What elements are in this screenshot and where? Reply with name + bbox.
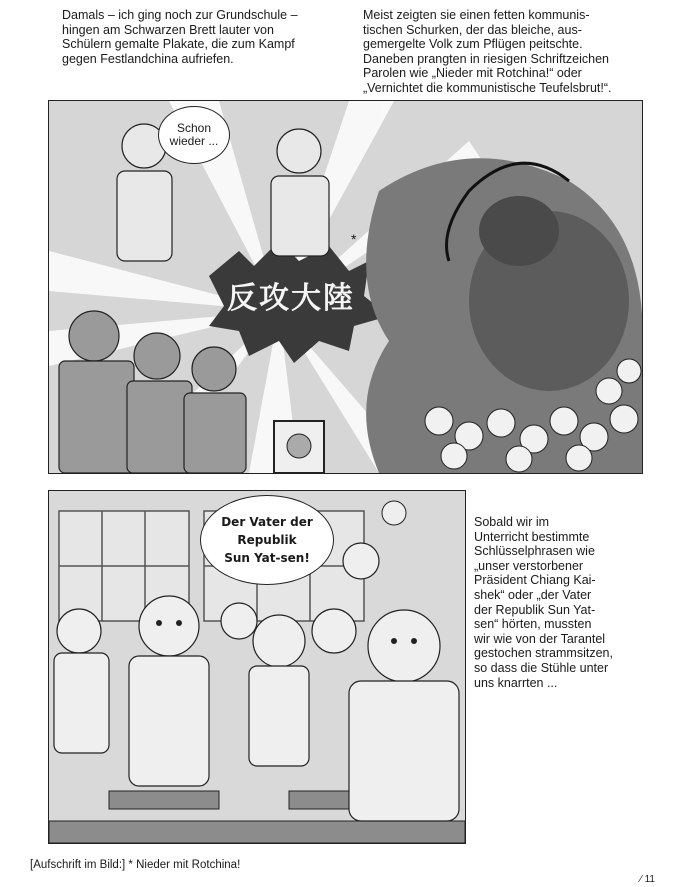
speech-bubble-vater-der-republik: Der Vater der Republik Sun Yat-sen! [200, 495, 334, 585]
caption-side: Sobald wir im Unterricht bestimmte Schlüsselphrasen wie „unser verstorbener Präsident Chiang Kai- shek“ oder „der Vater der Republik Sun Yat- sen“ hörten, mussten wir wie von der Tarantel gestochen strammsitzen, so dass die Stühle unter uns knarrten ... [474, 515, 613, 690]
footnote: [Aufschrift im Bild:] * Nieder mit Rotchina! [30, 859, 241, 871]
comic-panel-poster [48, 100, 643, 474]
caption-top-right: Meist zeigten sie einen fetten kommunis- tischen Schurken, der das bleiche, aus- gemergelte Volk zum Pflügen peitschte. Daneben prangten in riesigen Schriftzeichen Parolen wie „Nieder mit Rotchina!“ oder „Vernichtet die kommunistische Teufelsbrut!“. [363, 8, 612, 95]
caption-top-left: Damals – ich ging noch zur Grundschule – hingen am Schwarzen Brett lauter von Schülern gemalte Plakate, die zum Kampf gegen Festlandchina aufriefen. [62, 8, 298, 66]
speech-bubble-schon-wieder: Schon wieder ... [158, 106, 230, 164]
poster-asterisk: * [351, 231, 357, 247]
page-number: ⁄ 11 [640, 874, 655, 885]
poster-slogan: 反攻大陸 [227, 281, 355, 316]
